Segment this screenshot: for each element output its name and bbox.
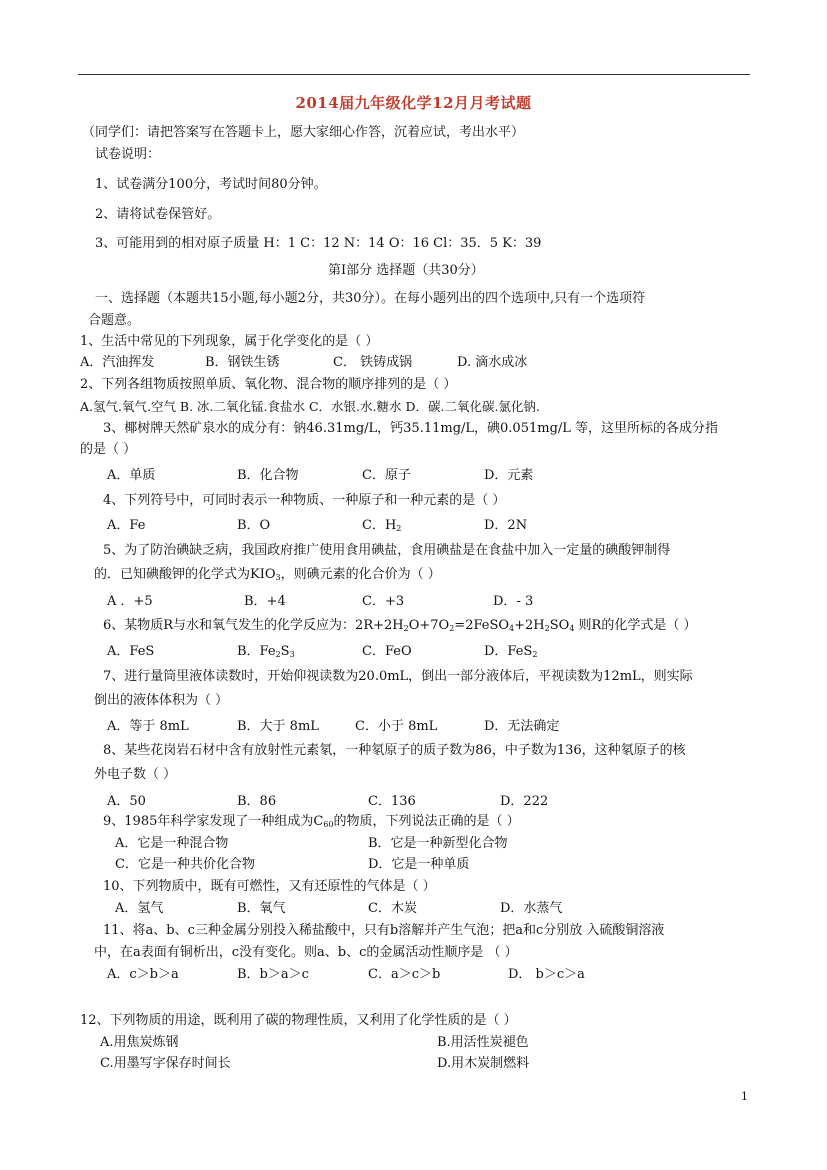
q1-option-a: A．汽油挥发 [80,355,155,370]
q5-option-b: B．+4 [244,594,286,609]
q6-option-b: B．$Fe_2S_3$ [237,644,295,659]
q4-stem: 4、下列符号中，可同时表示一种物质、一种原子和一种元素的是（ ） [103,493,506,508]
q6-option-d: D．FeS$_2$ [484,644,538,659]
q9-option-d: D．它是一种单质 [368,857,470,872]
q10-option-d: D．水蒸气 [500,901,563,916]
q2-stem: 2、下列各组物质按照单质、氧化物、混合物的顺序排列的是（ ） [80,377,457,392]
q11-option-b: B．b＞a＞c [237,967,309,982]
q1-stem: 1、生活中常见的下列现象，属于化学变化的是（ ） [80,334,379,349]
q4-option-d: D．2N [484,518,528,533]
q11-option-d: D． b＞c＞a [508,967,585,982]
intro-text: （同学们：请把答案写在答题卡上，愿大家细心作答，沉着应试，考出水平） [82,125,525,140]
q11-stem: 11、将a、b、c三种金属分别投入稀盐酸中，只有b溶解并产生气泡；把a和c分别放 入硫酸铜溶液 [103,923,665,938]
q9-option-c: C．它是一种共价化合物 [115,857,255,872]
q12-option-d: D.用木炭制燃料 [437,1056,530,1071]
q1-option-d: D. 滴水成冰 [457,355,528,370]
q10-option-a: A．氢气 [115,901,164,916]
q9-option-b: B．它是一种新型化合物 [368,836,508,851]
q7-option-c: C．小于 8mL [355,719,438,734]
q11-option-a: A．c＞b＞a [107,967,179,982]
q4-option-a: A．Fe [107,518,146,533]
section1-instructions: 一、选择题（本题共15小题,每小题2分，共30分）。在每小题列出的四个选项中,只有一个选项符 [95,291,646,306]
q7-stem: 7、进行量筒里液体读数时，开始仰视读数为20.0mL，倒出一部分液体后，平视读数为12mL，则实际 [103,669,693,684]
note-1: 1、试卷满分100分，考试时间80分钟。 [95,177,327,192]
part1-heading: 第Ⅰ部分 选择题（共30分） [328,263,484,278]
q7-stem-cont: 倒出的液体体积为（ ） [94,693,229,708]
q1-option-c: C． 铁铸成锅 [333,355,413,370]
q8-stem: 8、某些花岗岩石材中含有放射性元素氡，一种氡原子的质子数为86，中子数为136，这种氡原子的核 [103,743,686,758]
notes-heading: 试卷说明： [95,147,161,162]
q12-option-b: B.用活性炭褪色 [437,1035,529,1050]
q8-option-d: D．222 [500,794,549,809]
header-rule [78,74,750,75]
q3-option-b: B．化合物 [237,468,299,483]
q3-stem-cont: 的是（ ） [80,442,137,457]
page-number: 1 [741,1090,748,1103]
q8-option-a: A．50 [107,794,146,809]
q7-option-a: A．等于 8mL [107,719,189,734]
q11-option-c: C．a＞c＞b [368,967,441,982]
q6-option-c: C．FeO [362,644,412,659]
q9-stem: 9、1985年科学家发现了一种组成为$C_{60}$的物质，下列说法正确的是（ ） [103,814,520,829]
note-2: 2、请将试卷保管好。 [95,207,221,222]
q5-option-c: C．+3 [362,594,405,609]
q3-option-c: C．原子 [362,468,411,483]
q2-options: A.氢气.氧气.空气 B. 冰.二氧化锰.食盐水 C．水银.水.糖水 D．碳.二氧化碳.氯化钠. [80,399,540,414]
q3-stem: 3、椰树牌天然矿泉水的成分有：钠46.31mg/L，钙35.11mg/L，碘0.051mg/L 等，这里所标的各成分指 [103,421,719,436]
exam-title: 2014届九年级化学12月月考试题 [295,94,532,112]
q7-option-d: D．无法确定 [484,719,560,734]
q4-option-c: C．$H_2$ [362,518,402,533]
q4-option-b: B．O [237,518,271,533]
q8-stem-cont: 外电子数（ ） [94,767,177,782]
q3-option-a: A．单质 [107,468,156,483]
q12-option-c: C.用墨写字保存时间长 [100,1056,231,1071]
q1-option-b: B．钢铁生锈 [205,355,280,370]
q10-option-c: C．木炭 [368,901,417,916]
q10-option-b: B．氧气 [237,901,286,916]
q8-option-c: C．136 [368,794,416,809]
q5-stem-cont: 的．已知碘酸钾的化学式为$KIO_3$，则碘元素的化合价为（ ） [94,567,441,582]
q3-option-d: D．元素 [484,468,534,483]
q12-option-a: A.用焦炭炼钢 [100,1035,179,1050]
q8-option-b: B．86 [237,794,277,809]
q5-option-d: D．- 3 [493,594,534,609]
q6-option-a: A．FeS [107,644,155,659]
q5-option-a: A ．+5 [107,594,153,609]
note-3: 3、可能用到的相对原子质量 H：1 C：12 N：14 O：16 Cl：35．5 K：39 [95,236,542,251]
q5-stem: 5、为了防治碘缺乏病，我国政府推广使用食用碘盐，食用碘盐是在食盐中加入一定量的碘酸钾制得 [103,543,671,558]
q11-stem-cont: 中，在a表面有铜析出，c没有变化。则a、b、c的金属活动性顺序是 （ ） [94,945,518,960]
q12-stem: 12、下列物质的用途，既利用了碳的物理性质，又利用了化学性质的是（ ） [80,1013,517,1028]
q10-stem: 10、下列物质中，既有可燃性，又有还原性的气体是（ ） [103,879,436,894]
q6-stem: 6、某物质R与水和氧气发生的化学反应为：$2R+2H_2O+7O_2=2FeSO_4+2H_2SO_4$ 则R的化学式是（ ） [103,618,697,633]
q9-option-a: A．它是一种混合物 [115,836,229,851]
q7-option-b: B．大于 8mL [237,719,319,734]
section1-instructions-cont: 合题意。 [88,313,141,328]
